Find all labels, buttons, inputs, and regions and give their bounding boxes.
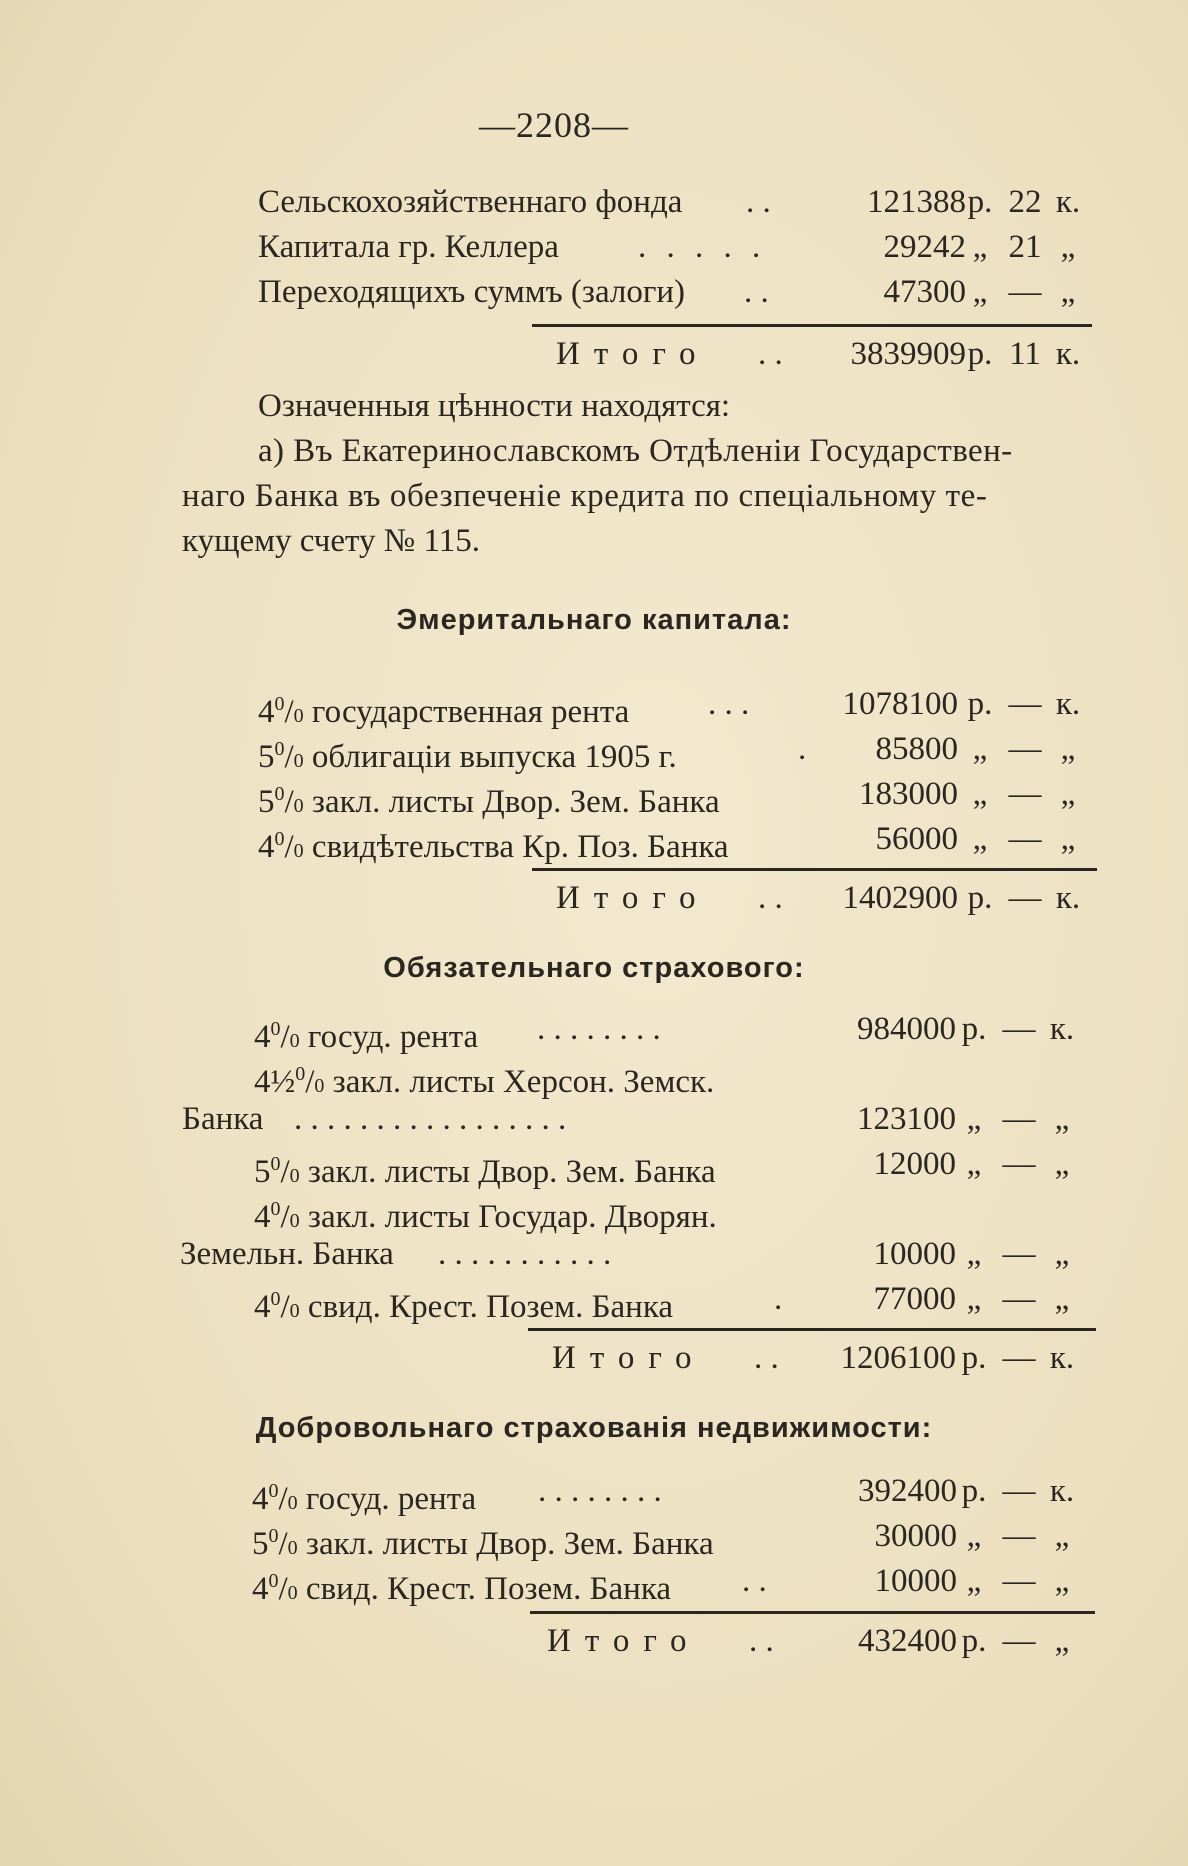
paragraph-line: наго Банка въ обезпеченіе кредита по спеціальному те- <box>182 478 988 514</box>
row-kopecks: 11 <box>1009 336 1041 372</box>
total-label: Итого <box>552 1340 706 1376</box>
row-kopecks-unit: к. <box>1055 336 1081 372</box>
row-label: $4^0/0$ государственная рента <box>258 693 630 730</box>
row-rubles-unit: „ <box>966 1281 982 1317</box>
row-kopecks: — <box>1002 1101 1036 1137</box>
page-number: —2208— <box>479 105 629 145</box>
percent-value: 5 <box>254 1154 271 1190</box>
row-kopecks-unit: „ <box>1054 1518 1070 1554</box>
row-kopecks: 22 <box>1008 184 1042 220</box>
table-row <box>258 727 1088 775</box>
paragraph-line: Означенныя цѣнности находятся: <box>258 388 731 424</box>
row-kopecks-unit: „ <box>1060 821 1076 857</box>
row-kopecks-unit: к. <box>1055 184 1081 220</box>
percent-value: 4 <box>258 694 275 730</box>
row-kopecks-unit: „ <box>1054 1563 1070 1599</box>
row-kopecks-unit: „ <box>1054 1281 1070 1317</box>
total-rule <box>528 1328 1096 1331</box>
table-row <box>254 1277 1084 1325</box>
row-leader: . . <box>758 880 783 916</box>
row-rubles-unit: р. <box>961 1473 987 1509</box>
row-rubles-unit: „ <box>972 821 988 857</box>
row-rubles-unit: р. <box>967 686 993 722</box>
table-row <box>180 1232 1084 1276</box>
row-kopecks: 21 <box>1008 229 1042 265</box>
row-label: $5^0/0$ закл. листы Двор. Зем. Банка <box>258 783 720 820</box>
row-amount: 10000 <box>874 1563 957 1599</box>
total-row <box>258 332 1088 376</box>
row-kopecks: — <box>1002 1518 1036 1554</box>
row-kopecks: — <box>1002 1011 1036 1047</box>
row-leader: . <box>774 1281 783 1317</box>
row-kopecks: — <box>1008 686 1042 722</box>
row-amount: 30000 <box>874 1518 957 1554</box>
percent-value: 4½ <box>254 1064 296 1100</box>
total-rule <box>532 868 1097 871</box>
row-rubles-unit: „ <box>966 1146 982 1182</box>
total-rule <box>532 324 1092 327</box>
row-amount: 77000 <box>873 1281 956 1317</box>
row-kopecks: — <box>1002 1563 1036 1599</box>
row-rubles-unit: „ <box>972 731 988 767</box>
row-amount: 121388 <box>867 184 966 220</box>
row-kopecks-unit: к. <box>1055 686 1081 722</box>
total-label: Итого <box>556 880 710 916</box>
row-leader: . . . . . . . . <box>538 1473 662 1509</box>
row-rubles-unit: „ <box>966 1518 982 1554</box>
row-label: $4^0/0$ свид. Крест. Позем. Банка <box>252 1570 672 1607</box>
row-kopecks: — <box>1008 776 1042 812</box>
row-leader: . . . . . . . . . . . . . . . . . <box>294 1101 567 1137</box>
section-heading: Добровольнаго страхованія недвижимости: <box>255 1412 933 1444</box>
row-kopecks: — <box>1002 1340 1036 1376</box>
row-leader: . . . <box>708 686 750 722</box>
row-label: $4^0/0$ госуд. рента <box>252 1480 477 1517</box>
table-row <box>258 180 1088 224</box>
row-kopecks: — <box>1002 1146 1036 1182</box>
row-amount: 984000 <box>857 1011 956 1047</box>
percent-value: 4 <box>252 1481 269 1517</box>
row-kopecks: — <box>1002 1281 1036 1317</box>
table-row <box>182 1097 1084 1141</box>
row-kopecks: — <box>1002 1236 1036 1272</box>
row-leader: . . <box>744 274 769 310</box>
row-leader: . . . . . <box>638 229 767 265</box>
total-rule <box>530 1611 1095 1614</box>
row-rubles-unit: р. <box>967 184 993 220</box>
row-label: $4^0/0$ свид. Крест. Позем. Банка <box>254 1288 674 1325</box>
table-row <box>254 1007 1084 1055</box>
row-kopecks-unit: к. <box>1049 1473 1075 1509</box>
row-amount: 183000 <box>859 776 958 812</box>
row-label: 4½$^0$/0 закл. листы Херсон. Земск. <box>254 1063 715 1100</box>
row-amount: 123100 <box>857 1101 956 1137</box>
row-leader: . . <box>754 1340 779 1376</box>
section-heading: Эмеритальнаго капитала: <box>396 604 792 636</box>
row-rubles-unit: р. <box>961 1623 987 1659</box>
row-kopecks-unit: „ <box>1054 1101 1070 1137</box>
row-kopecks-unit: „ <box>1054 1236 1070 1272</box>
percent-value: 5 <box>252 1526 269 1562</box>
row-rubles-unit: „ <box>972 776 988 812</box>
row-kopecks: — <box>1008 821 1042 857</box>
table-row <box>258 270 1088 314</box>
row-kopecks-unit: „ <box>1060 731 1076 767</box>
paragraph-line: а) Въ Екатеринославскомъ Отдѣленіи Государствен- <box>258 433 1013 469</box>
row-rubles-unit: „ <box>972 274 988 310</box>
row-leader: . . <box>749 1623 774 1659</box>
table-row <box>258 817 1088 865</box>
table-row <box>258 682 1088 730</box>
row-kopecks-unit: к. <box>1049 1340 1075 1376</box>
row-amount: 29242 <box>883 229 966 265</box>
row-kopecks-unit: „ <box>1054 1623 1070 1659</box>
total-row <box>258 876 1088 920</box>
total-amount: 432400 <box>858 1623 957 1659</box>
table-row <box>254 1187 1084 1235</box>
row-leader: . . . . . . . . <box>537 1011 661 1047</box>
row-rubles-unit: „ <box>966 1101 982 1137</box>
row-leader: . . <box>758 336 783 372</box>
table-row <box>254 1142 1084 1190</box>
total-amount: 1402900 <box>842 880 958 916</box>
row-rubles-unit: р. <box>967 880 993 916</box>
row-label: $5^0/0$ облигаціи выпуска 1905 г. <box>258 738 677 775</box>
row-kopecks: — <box>1008 274 1042 310</box>
row-label: Капитала гр. Келлера <box>258 229 559 265</box>
row-label: Переходящихъ суммъ (залоги) <box>258 274 686 310</box>
percent-value: 4 <box>254 1289 271 1325</box>
row-kopecks-unit: к. <box>1055 880 1081 916</box>
row-kopecks: — <box>1002 1473 1036 1509</box>
row-kopecks: — <box>1008 880 1042 916</box>
row-label-continued: Банка <box>182 1101 264 1137</box>
row-label: $5^0/0$ закл. листы Двор. Зем. Банка <box>252 1525 714 1562</box>
row-amount: 392400 <box>858 1473 957 1509</box>
row-kopecks: — <box>1008 731 1042 767</box>
total-label: Итого <box>556 336 710 372</box>
table-row <box>258 772 1088 820</box>
total-row <box>252 1619 1084 1663</box>
section-heading: Обязательнаго страхового: <box>383 952 805 984</box>
total-row <box>254 1336 1084 1380</box>
percent-value: 5 <box>258 784 275 820</box>
percent-value: 4 <box>258 829 275 865</box>
row-leader: . . <box>746 184 771 220</box>
row-leader: . . <box>742 1563 767 1599</box>
row-kopecks: — <box>1002 1623 1036 1659</box>
row-amount: 10000 <box>873 1236 956 1272</box>
row-amount: 1078100 <box>842 686 958 722</box>
table-row <box>252 1514 1084 1562</box>
row-rubles-unit: р. <box>961 1340 987 1376</box>
row-rubles-unit: „ <box>966 1236 982 1272</box>
row-kopecks-unit: к. <box>1049 1011 1075 1047</box>
row-label: $4^0/0$ госуд. рента <box>254 1018 479 1055</box>
row-amount: 47300 <box>883 274 966 310</box>
row-rubles-unit: р. <box>967 336 993 372</box>
table-row <box>258 225 1088 269</box>
row-kopecks-unit: „ <box>1060 776 1076 812</box>
total-amount: 1206100 <box>840 1340 956 1376</box>
percent-value: 4 <box>254 1199 271 1235</box>
row-kopecks-unit: „ <box>1054 1146 1070 1182</box>
percent-value: 4 <box>252 1571 269 1607</box>
row-amount: 12000 <box>873 1146 956 1182</box>
percent-value: 5 <box>258 739 275 775</box>
total-amount: 3839909 <box>850 336 966 372</box>
row-rubles-unit: „ <box>972 229 988 265</box>
row-leader: . <box>798 731 807 767</box>
row-rubles-unit: р. <box>961 1011 987 1047</box>
row-amount: 56000 <box>875 821 958 857</box>
table-row <box>252 1559 1084 1607</box>
row-label: $4^0/0$ закл. листы Государ. Дворян. <box>254 1198 717 1235</box>
row-label: Сельскохозяйственнаго фонда <box>258 184 683 220</box>
row-amount: 85800 <box>875 731 958 767</box>
row-label: $5^0/0$ закл. листы Двор. Зем. Банка <box>254 1153 716 1190</box>
total-label: Итого <box>547 1623 701 1659</box>
row-leader: . . . . . . . . . . . <box>438 1236 612 1272</box>
paragraph-line: кущему счету № 115. <box>182 523 480 559</box>
table-row <box>252 1469 1084 1517</box>
table-row <box>254 1052 1084 1100</box>
row-rubles-unit: „ <box>966 1563 982 1599</box>
row-kopecks-unit: „ <box>1060 229 1076 265</box>
row-label: $4^0/0$ свидѣтельства Кр. Поз. Банка <box>258 828 729 865</box>
row-kopecks-unit: „ <box>1060 274 1076 310</box>
row-label-continued: Земельн. Банка <box>180 1236 394 1272</box>
percent-value: 4 <box>254 1019 271 1055</box>
